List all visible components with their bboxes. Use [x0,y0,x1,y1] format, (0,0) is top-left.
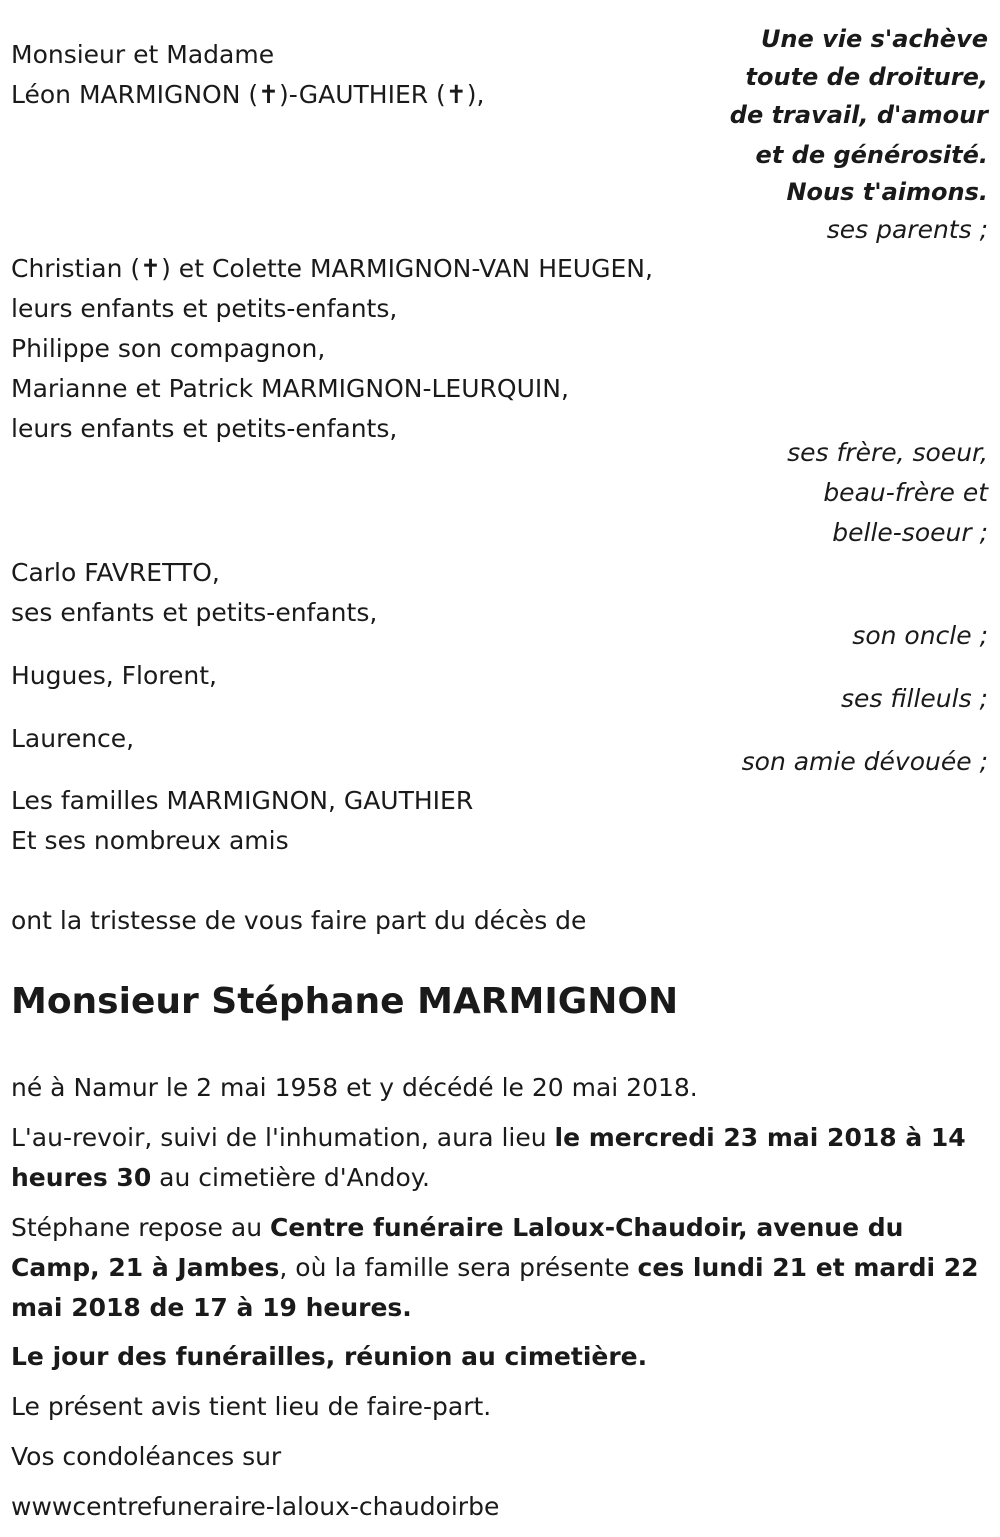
siblings-role: belle-soeur ; [832,518,988,547]
siblings-line: leurs enfants et petits-enfants, [11,294,398,323]
siblings-line: Philippe son compagnon, [11,334,326,363]
quote-line: toute de droiture, [745,63,988,91]
siblings-role: ses frère, soeur, [787,438,988,467]
families-line: Les familles MARMIGNON, GAUTHIER [11,786,474,815]
funeral-date: le mercredi 23 mai 2018 à 14 heures 30 [11,1123,966,1192]
rest-paragraph [11,1208,986,1328]
godchildren-line: Hugues, Florent, [11,661,217,690]
condolences-label: Vos condoléances sur [11,1442,282,1471]
funeral-suffix: au cimetière d'Andoy. [151,1163,430,1192]
godchildren-role: ses filleuls ; [841,684,988,713]
meeting-note: Le jour des funérailles, réunion au cimetière. [11,1342,648,1371]
siblings-line: Christian (✝) et Colette MARMIGNON-VAN HEUGEN, [11,254,653,283]
friend-role: son amie dévouée ; [741,747,988,776]
announcement: ont la tristesse de vous faire part du décès de [11,906,587,935]
notice: Le présent avis tient lieu de faire-part. [11,1392,492,1421]
rest-middle: , où la famille sera présente [279,1253,638,1282]
parents-role: ses parents ; [826,215,988,244]
rest-place: Centre funéraire Laloux-Chaudoir, avenue du Camp, 21 à Jambes [11,1213,904,1282]
uncle-line: ses enfants et petits-enfants, [11,598,378,627]
siblings-role: beau-frère et [823,478,988,507]
deceased-name: Monsieur Stéphane MARMIGNON [11,981,679,1022]
parents-line: Léon MARMIGNON (✝)-GAUTHIER (✝), [11,80,485,109]
quote-line: Nous t'aimons. [786,178,988,206]
website-link[interactable]: wwwcentrefuneraire-laloux-chaudoirbe [11,1492,500,1521]
rest-time: ces lundi 21 et mardi 22 mai 2018 de 17 à 19 heures. [11,1253,979,1322]
funeral-prefix: L'au-revoir, suivi de l'inhumation, aura lieu [11,1123,555,1152]
parents-line: Monsieur et Madame [11,40,275,69]
siblings-line: leurs enfants et petits-enfants, [11,414,398,443]
siblings-line: Marianne et Patrick MARMIGNON-LEURQUIN, [11,374,569,403]
rest-prefix: Stéphane repose au [11,1213,270,1242]
friend-line: Laurence, [11,724,135,753]
quote-line: et de générosité. [755,141,988,169]
families-line: Et ses nombreux amis [11,826,289,855]
funeral-paragraph [11,1118,986,1198]
quote-line: Une vie s'achève [760,25,988,53]
uncle-line: Carlo FAVRETTO, [11,558,220,587]
birth-death: né à Namur le 2 mai 1958 et y décédé le 20 mai 2018. [11,1073,698,1102]
uncle-role: son oncle ; [852,621,988,650]
quote-line: de travail, d'amour [729,101,988,129]
